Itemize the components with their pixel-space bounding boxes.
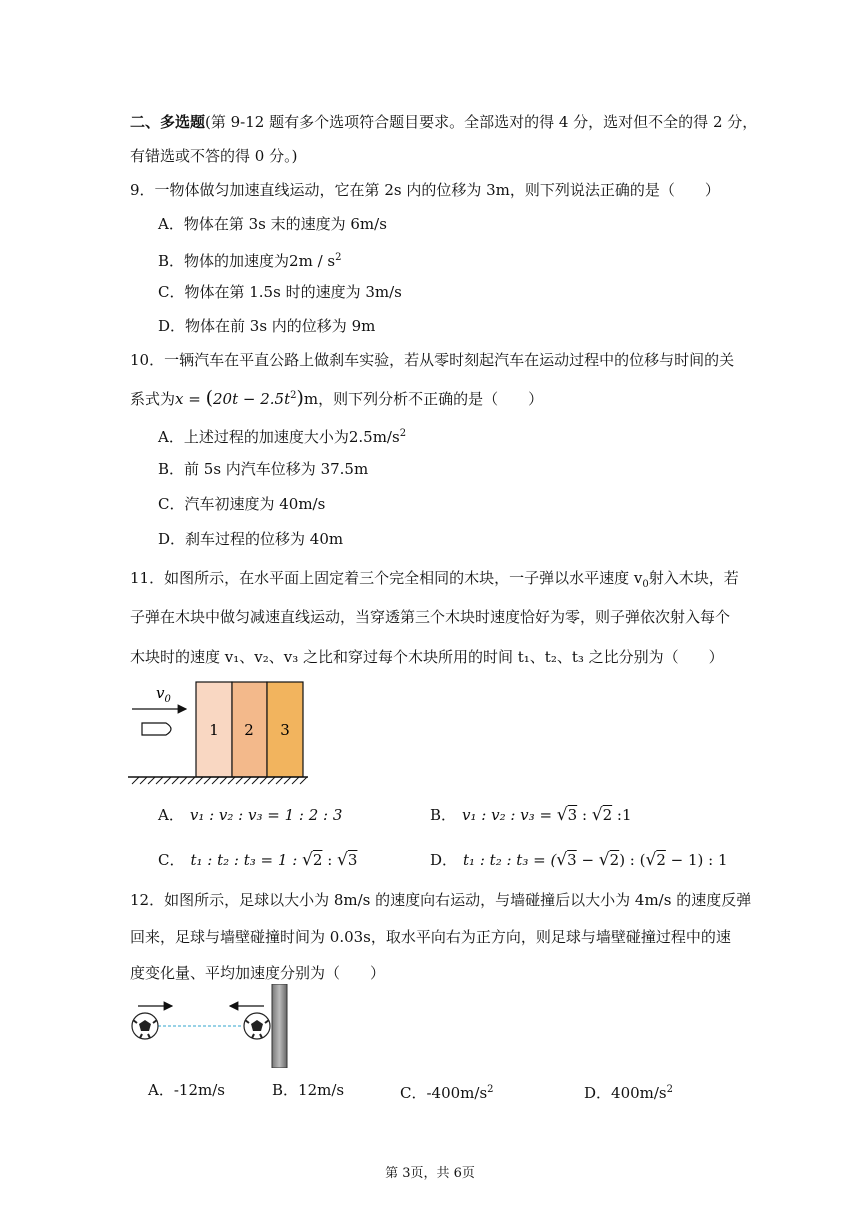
q10-option-d: D．刹车过程的位移为 40m — [158, 530, 344, 548]
section-title: 二、多选题 — [130, 113, 206, 131]
q11-blocks-figure — [128, 676, 318, 786]
section-note-line2: 有错选或不答的得 0 分。) — [130, 147, 298, 165]
q9-option-c: C．物体在第 1.5s 时的速度为 3m/s — [158, 283, 402, 301]
q12-stem-line3: 度变化量、平均加速度分别为（ ） — [130, 964, 386, 982]
page-footer: 第 3页，共 6页 — [385, 1166, 475, 1181]
q10-option-c: C．汽车初速度为 40m/s — [158, 495, 326, 513]
section-note: (第 9-12 题有多个选项符合题目要求。全部选对的得 4 分，选对但不全的得 2 分， — [205, 113, 758, 131]
q9-option-a: A．物体在第 3s 末的速度为 6m/s — [158, 215, 387, 233]
ground-hatch — [132, 777, 307, 784]
q12-option-b: B．12m/s — [272, 1081, 345, 1099]
section-header — [130, 112, 757, 132]
block-label-2: 2 — [244, 721, 254, 739]
q11-stem-line3: 木块时的速度 v₁、v₂、v₃ 之比和穿过每个木块所用的时间 t₁、t₂、t₃ 之比分别为（ ） — [130, 648, 724, 666]
q9-option-d: D．物体在前 3s 内的位移为 9m — [158, 317, 376, 335]
q11-stem-line2: 子弹在木块中做匀减速直线运动，当穿透第三个木块时速度恰好为零，则子弹依次射入每个 — [130, 608, 731, 626]
q10-formula-x: x — [175, 390, 184, 408]
q11-stem-line1: 11．如图所示，在水平面上固定着三个完全相同的木块，一子弹以水平速度 $v_0$射入木块，若 — [130, 569, 739, 590]
q11-option-a: A． v₁ : v₂ : v₃ = 1 : 2 : 3 — [158, 806, 343, 824]
q12-stem-line2: 回来，足球与墙壁碰撞时间为 0.03s，取水平向右为正方向，则足球与墙壁碰撞过程中的速 — [130, 928, 731, 946]
football-icon-left — [132, 1013, 158, 1039]
q10-stem-line1: 10．一辆汽车在平直公路上做刹车实验，若从零时刻起汽车在运动过程中的位移与时间的关 — [130, 351, 735, 369]
q12-option-c: C．$-400m/s^2$ — [400, 1084, 494, 1102]
q12-stem-line1: 12．如图所示，足球以大小为 8m/s 的速度向右运动，与墙碰撞后以大小为 4m/s 的速度反弹 — [130, 891, 752, 909]
q10-stem-line2: 系式为$x = (20t - 2.5t^2)m$，则下列分析不正确的是（ ） — [130, 387, 544, 409]
velocity-label: $v_0$ — [156, 684, 171, 705]
block-label-1: 1 — [209, 721, 219, 739]
block-label-3: 3 — [280, 721, 290, 739]
football-icon-right — [244, 1013, 270, 1039]
q10-formula: 20t − 2.5t — [213, 390, 291, 408]
wall — [272, 984, 287, 1068]
bullet-icon — [142, 723, 171, 735]
q11-option-c: C． t₁ : t₂ : t₃ = 1 : √2 : √3 — [158, 850, 358, 870]
q10-option-a: A．上述过程的加速度大小为$2.5m/s^2$ — [158, 428, 407, 446]
q11-option-d: D． t₁ : t₂ : t₃ = (√3 − √2) : (√2 − 1) : 1 — [430, 850, 728, 870]
q10-option-b: B．前 5s 内汽车位移为 37.5m — [158, 460, 369, 478]
q12-option-a: A．-12m/s — [148, 1081, 225, 1099]
q11-option-b: B． v₁ : v₂ : v₃ = √3 : √2 :1 — [430, 805, 632, 825]
q12-option-d: D．$400m/s^2$ — [584, 1084, 674, 1102]
q9-option-b: B．物体的加速度为$2m / s^2$ — [158, 252, 342, 270]
q12-football-figure — [128, 984, 300, 1068]
q9-stem: 9．一物体做匀加速直线运动，它在第 2s 内的位移为 3m，则下列说法正确的是（ ） — [130, 181, 720, 199]
